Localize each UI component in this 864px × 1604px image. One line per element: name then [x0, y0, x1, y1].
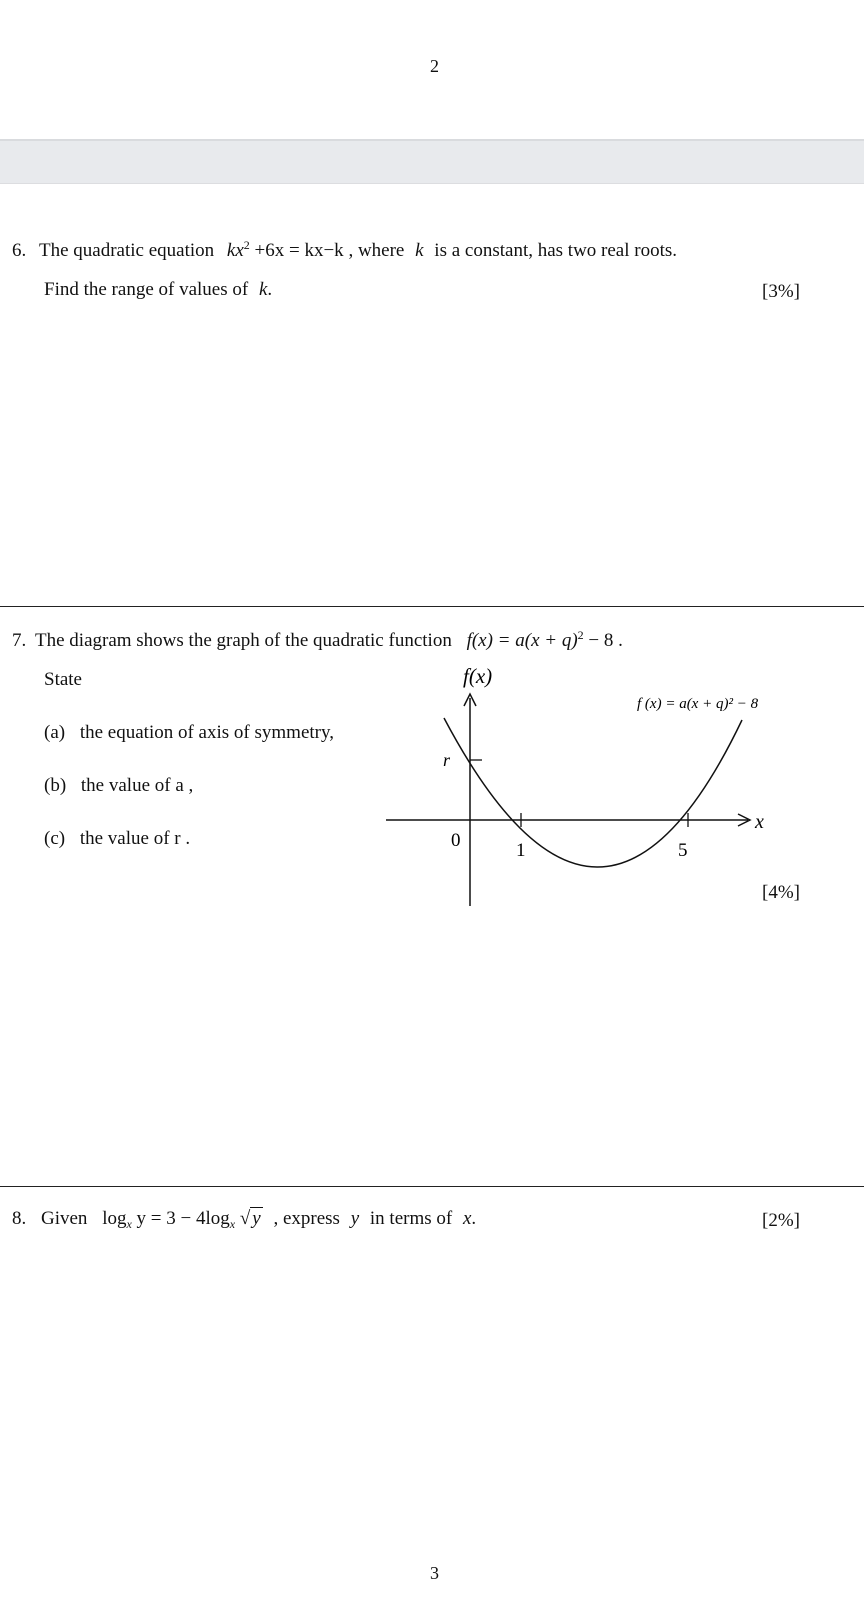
- q8-number: 8.: [12, 1208, 27, 1229]
- q6-line2-text: Find the range of values of: [44, 279, 249, 300]
- curve-label: f (x) = a(x + q)² − 8: [637, 696, 759, 712]
- q7-number: 7.: [12, 630, 27, 651]
- q6-tail: is a constant, has two real roots.: [434, 240, 678, 261]
- q7-part-c-label: (c): [44, 828, 66, 849]
- q6-line2-k: k: [258, 279, 268, 300]
- q8-equation: $\log_x y = 3 - 4\log_x$ √ y: [102, 1208, 261, 1231]
- root1-label: 1: [516, 840, 526, 861]
- q8-tail3: .: [471, 1208, 477, 1229]
- q7-function: $f(x) = a(x + q)^2 - 8$ .: [466, 628, 623, 651]
- q7-part-c-text: the value of r .: [79, 828, 191, 849]
- intercept-label: r: [443, 750, 451, 770]
- q7-part-a-text: the equation of axis of symmetry,: [79, 722, 334, 743]
- q8-given: Given: [41, 1208, 88, 1229]
- q6-number: 6.: [12, 240, 27, 261]
- q6-var-k: k: [415, 240, 424, 261]
- q8-marks: [2%]: [762, 1210, 800, 1231]
- q6-marks: [3%]: [762, 281, 800, 302]
- divider-q7-q8: [0, 1186, 864, 1187]
- origin-label: 0: [451, 830, 461, 851]
- root2-label: 5: [678, 840, 688, 861]
- page-number-bottom: 3: [430, 1563, 439, 1583]
- q8-tail2: in terms of: [369, 1208, 453, 1229]
- q6-line2-end: .: [267, 279, 273, 300]
- q6-equation: $kx^2 +6x = kx-k$: [226, 238, 344, 261]
- q7-marks: [4%]: [762, 882, 800, 903]
- q7-part-b-text: the value of a ,: [80, 775, 194, 796]
- y-axis-label: f(x): [463, 664, 493, 688]
- q8-line1: [12, 1208, 476, 1230]
- q8-tail1: , express: [273, 1208, 340, 1229]
- q8-var-y: y: [350, 1208, 360, 1229]
- q6-intro: The quadratic equation: [39, 240, 215, 261]
- q8-var-x: x: [462, 1208, 472, 1229]
- q7-state: State: [44, 669, 82, 690]
- q7-part-b-label: (b): [44, 775, 67, 796]
- q6-mid-text: , where: [348, 240, 405, 261]
- parabola-curve: [444, 718, 742, 867]
- q7-intro: The diagram shows the graph of the quadratic function: [35, 630, 452, 651]
- q7-part-a-label: (a): [44, 722, 66, 743]
- x-axis-label: x: [755, 811, 764, 833]
- page-number-top: 2: [430, 56, 439, 76]
